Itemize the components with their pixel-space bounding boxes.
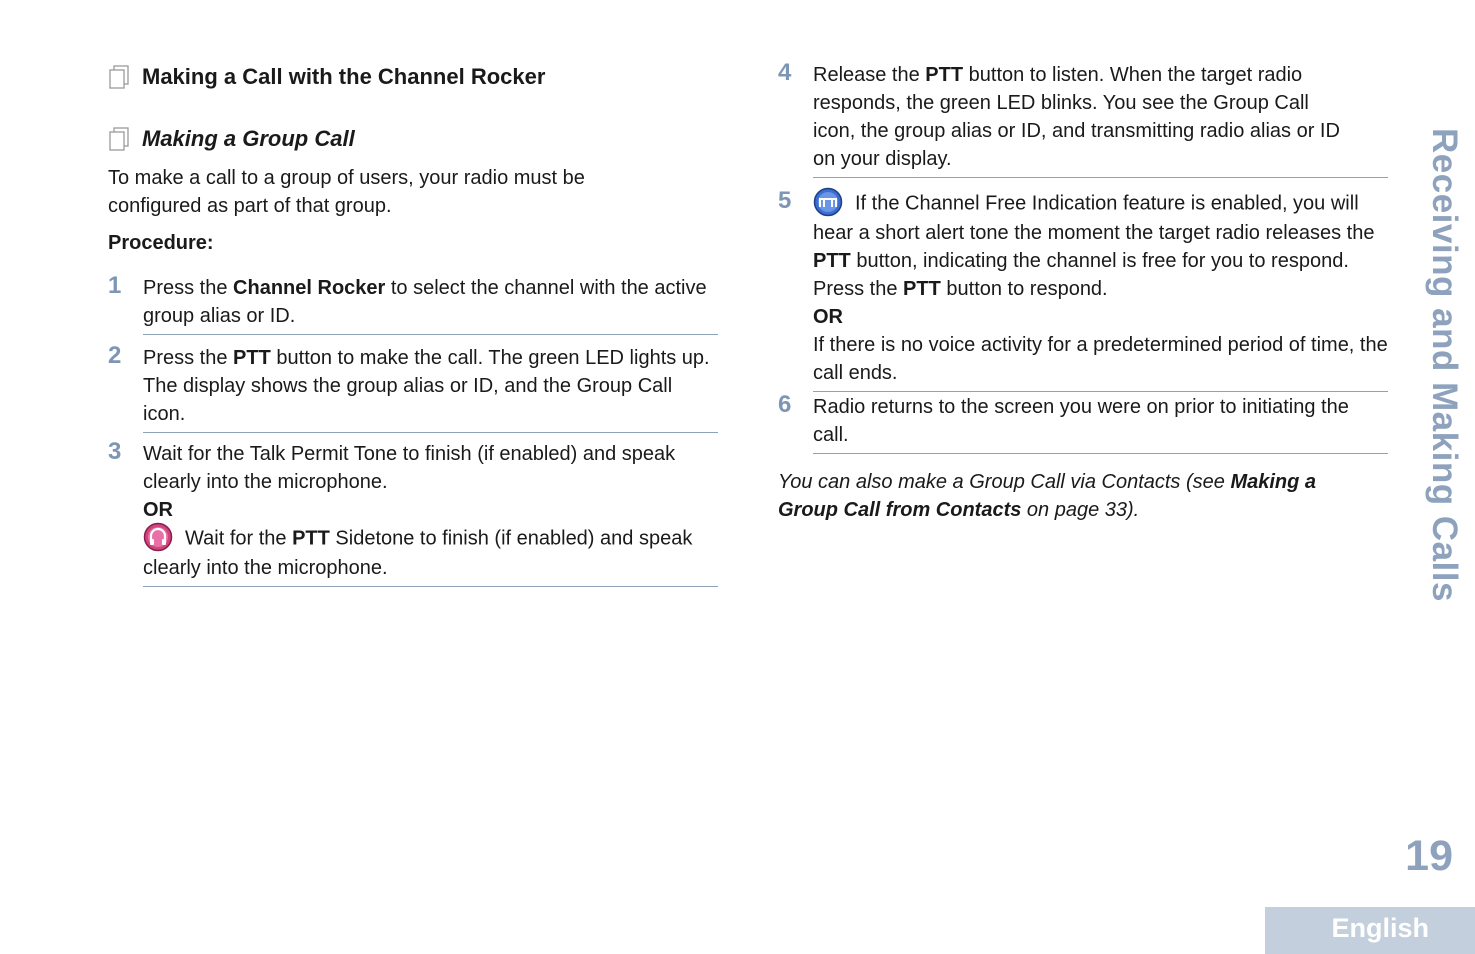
key-name: PTT bbox=[233, 347, 271, 369]
cross-reference-link[interactable]: Making a Group Call from Contacts bbox=[778, 471, 1317, 521]
key-name: PTT bbox=[925, 64, 964, 86]
note-paragraph: You can also make a Group Call via Contacts (see Making a Group Call from Contacts on page 33). bbox=[778, 471, 1317, 521]
page-number: 19 bbox=[1405, 832, 1453, 880]
section-marker-icon bbox=[108, 65, 130, 89]
step-number: 1 bbox=[108, 272, 122, 299]
or-separator: OR bbox=[143, 499, 173, 521]
key-name: Channel Rocker bbox=[233, 277, 386, 299]
sidetone-feature-icon bbox=[143, 522, 173, 552]
step-number: 3 bbox=[108, 438, 122, 465]
chapter-side-tab bbox=[1418, 128, 1464, 602]
subsection-heading bbox=[108, 126, 355, 152]
chapter-title: Receiving and Making Calls bbox=[1425, 128, 1464, 602]
step-text: Press the PTT button to make the call. The green LED lights up. The display shows the group alias or ID, and the Group Call icon. bbox=[143, 344, 718, 433]
step-number: 4 bbox=[778, 59, 792, 86]
step-text: Press the Channel Rocker to select the channel with the active group alias or ID. bbox=[143, 274, 718, 335]
procedure-label: Procedure: bbox=[108, 232, 214, 254]
intro-paragraph: To make a call to a group of users, your radio must be configured as part of that group. bbox=[108, 167, 585, 217]
step-number: 5 bbox=[778, 187, 792, 214]
step-number: 6 bbox=[778, 391, 792, 418]
step-text: Wait for the Talk Permit Tone to finish (if enabled) and speak clearly into the microphone. OR Wait for the PTT Sidetone to finish (if enabled) and speak clearly into the microphone. bbox=[143, 440, 718, 587]
channel-free-feature-icon bbox=[813, 187, 843, 217]
key-name: PTT bbox=[813, 250, 851, 272]
subsection-marker-icon bbox=[108, 127, 130, 151]
or-separator: OR bbox=[813, 306, 843, 328]
key-name: PTT bbox=[903, 278, 941, 300]
step-text: If the Channel Free Indication feature is enabled, you will hear a short alert tone the moment the target radio releases the PTT button, indicating the channel is free for you to respond. Press the PTT button to respond. OR If there is no voice activity for a predetermined period of time, the call ends. bbox=[813, 189, 1388, 392]
section-heading-text: Making a Call with the Channel Rocker bbox=[142, 64, 546, 89]
step-text: Radio returns to the screen you were on prior to initiating the call. bbox=[813, 393, 1388, 454]
key-name: PTT bbox=[292, 527, 330, 550]
language-tab bbox=[1265, 907, 1475, 954]
section-heading bbox=[108, 64, 545, 90]
subsection-heading-text: Making a Group Call bbox=[142, 126, 355, 151]
step-text: Release the PTT button to listen. When the target radio responds, the green LED blinks. You see the Group Call icon, the group alias or ID, and transmitting radio alias or ID on your display. bbox=[813, 61, 1388, 178]
step-number: 2 bbox=[108, 342, 122, 369]
language-label: English bbox=[1331, 913, 1429, 943]
